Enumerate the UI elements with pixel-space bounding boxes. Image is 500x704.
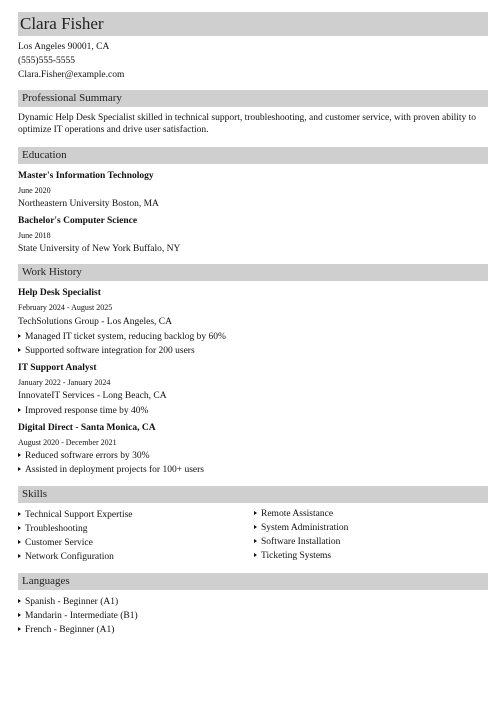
section-header-languages: Languages: [18, 573, 488, 590]
job-title: IT Support Analyst: [18, 363, 97, 373]
education-degree: Master's Information Technology: [18, 171, 154, 181]
education-date: June 2018: [18, 231, 51, 240]
summary-text: Dynamic Help Desk Specialist skilled in technical support, troubleshooting, and customer service, with proven ability to optimize IT operations and drive user satisfaction.: [18, 113, 477, 135]
job-title: Help Desk Specialist: [18, 288, 101, 298]
contact-address: Los Angeles 90001, CA: [18, 42, 110, 52]
education-date: June 2020: [18, 186, 51, 195]
education-school: State University of New York Buffalo, NY: [18, 244, 181, 254]
job-company: TechSolutions Group - Los Angeles, CA: [18, 317, 172, 327]
section-header-work: Work History: [18, 264, 488, 281]
candidate-name: Clara Fisher: [18, 12, 488, 36]
section-header-skills: Skills: [18, 486, 488, 503]
skill-item: Customer Service: [18, 537, 93, 549]
language-item: French - Beginner (A1): [18, 624, 114, 636]
section-header-summary: Professional Summary: [18, 90, 488, 107]
contact-phone: (555)555-5555: [18, 56, 75, 66]
job-bullet: Reduced software errors by 30%: [18, 450, 150, 462]
skill-item: Ticketing Systems: [254, 550, 331, 562]
job-bullet: Supported software integration for 200 users: [18, 345, 195, 357]
job-dates: August 2020 - December 2021: [18, 438, 117, 447]
job-dates: February 2024 - August 2025: [18, 303, 113, 312]
skill-item: Software Installation: [254, 536, 340, 548]
job-title: Digital Direct - Santa Monica, CA: [18, 423, 156, 433]
section-header-education: Education: [18, 147, 488, 164]
job-bullet: Assisted in deployment projects for 100+ users: [18, 464, 204, 476]
language-item: Mandarin - Intermediate (B1): [18, 610, 138, 622]
job-company: InnovateIT Services - Long Beach, CA: [18, 391, 167, 401]
job-dates: January 2022 - January 2024: [18, 378, 111, 387]
contact-email: Clara.Fisher@example.com: [18, 70, 125, 80]
skill-item: Technical Support Expertise: [18, 509, 133, 521]
language-item: Spanish - Beginner (A1): [18, 596, 118, 608]
job-bullet: Improved response time by 40%: [18, 405, 148, 417]
skill-item: Remote Assistance: [254, 508, 333, 520]
skill-item: Network Configuration: [18, 551, 114, 563]
skill-item: System Administration: [254, 522, 348, 534]
skill-item: Troubleshooting: [18, 523, 87, 535]
education-school: Northeastern University Boston, MA: [18, 199, 159, 209]
job-bullet: Managed IT ticket system, reducing backlog by 60%: [18, 331, 226, 343]
education-degree: Bachelor's Computer Science: [18, 216, 138, 226]
